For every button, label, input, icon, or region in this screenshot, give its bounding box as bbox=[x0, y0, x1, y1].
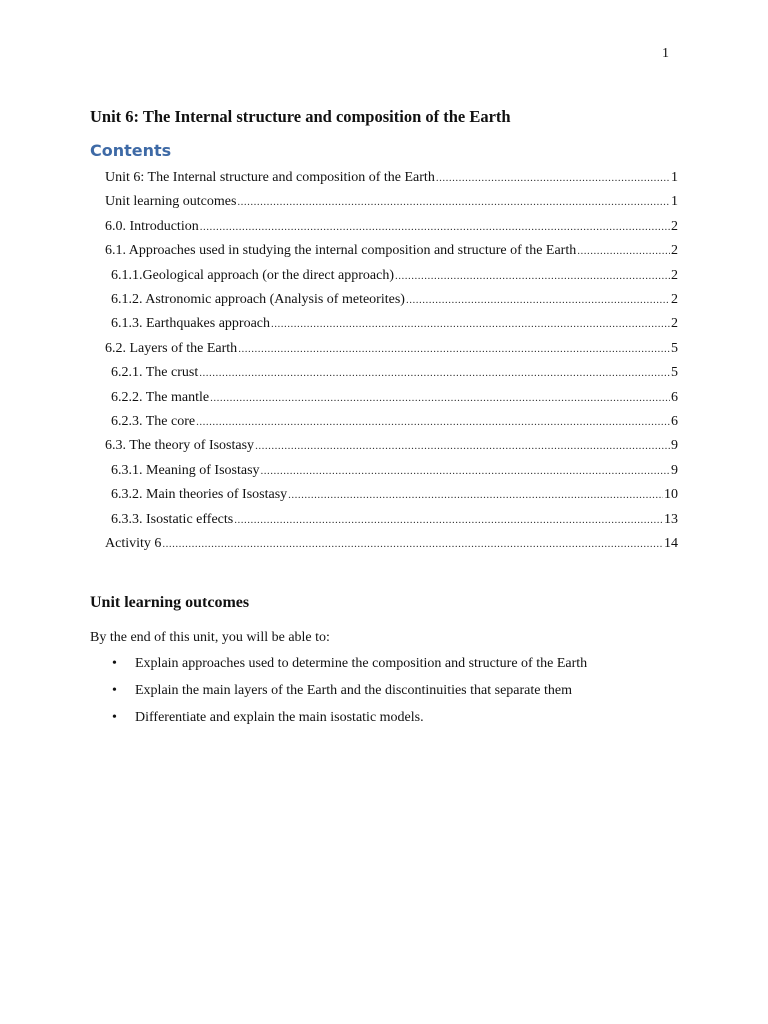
section-heading: Unit learning outcomes bbox=[90, 594, 250, 611]
toc-leader-dots bbox=[200, 217, 670, 237]
list-item-text: Explain the main layers of the Earth and the discontinuities that separate them bbox=[135, 683, 572, 698]
toc-entry-text: 6.2.3. The core bbox=[111, 414, 196, 429]
toc-leader-dots bbox=[162, 534, 663, 554]
toc-entry-page: 2 bbox=[671, 267, 678, 283]
toc-entry[interactable] bbox=[105, 192, 678, 212]
toc-entry-page: 6 bbox=[671, 389, 678, 405]
toc-leader-dots bbox=[237, 192, 670, 212]
toc-leader-dots bbox=[395, 266, 670, 286]
toc-entry-page: 5 bbox=[671, 365, 678, 381]
toc-entry[interactable] bbox=[105, 241, 678, 261]
toc-entry[interactable] bbox=[105, 339, 678, 359]
toc-leader-dots bbox=[271, 314, 670, 334]
toc-entry-page: 2 bbox=[671, 243, 678, 259]
toc-entry-text: 6.2.2. The mantle bbox=[111, 389, 210, 405]
toc-entry-page: 14 bbox=[664, 536, 678, 551]
toc-entry-text: 6.3.3. Isostatic effects bbox=[111, 511, 234, 527]
toc-entry-text: 6.3. The theory of Isostasy bbox=[105, 438, 255, 454]
toc-entry[interactable] bbox=[111, 314, 678, 334]
toc-leader-dots bbox=[199, 363, 670, 383]
toc-entry[interactable] bbox=[111, 510, 678, 530]
toc-entry-page: 13 bbox=[664, 511, 678, 527]
toc-entry[interactable] bbox=[105, 534, 678, 554]
toc-heading: Contents bbox=[90, 141, 172, 160]
toc-entry-text: 6.2.1. The crust bbox=[111, 365, 199, 381]
toc-leader-dots bbox=[577, 241, 670, 261]
toc-entry-page: 6 bbox=[671, 414, 678, 429]
toc-leader-dots bbox=[261, 461, 670, 481]
toc-entry[interactable] bbox=[111, 266, 678, 286]
document-title: Unit 6: The Internal structure and composition of the Earth bbox=[90, 107, 511, 126]
toc-leader-dots bbox=[196, 412, 670, 432]
toc-entry-page: 1 bbox=[671, 194, 678, 210]
toc-entry-text: 6.1.2. Astronomic approach (Analysis of meteorites) bbox=[111, 292, 405, 307]
toc-entry[interactable] bbox=[111, 461, 678, 481]
toc-entry-text: 6.3.1. Meaning of Isostasy bbox=[111, 462, 260, 478]
toc-entry[interactable] bbox=[105, 217, 678, 237]
toc-entry-text: Unit learning outcomes bbox=[105, 194, 237, 210]
bullet-icon: • bbox=[112, 710, 117, 725]
toc-leader-dots bbox=[210, 388, 670, 408]
toc-entry-text: 6.2. Layers of the Earth bbox=[105, 340, 238, 356]
section-intro: By the end of this unit, you will be able to: bbox=[90, 630, 330, 645]
toc-entry[interactable] bbox=[111, 412, 678, 432]
toc-entry-text: 6.1.1.Geological approach (or the direct approach) bbox=[111, 267, 394, 283]
toc-leader-dots bbox=[288, 485, 663, 505]
toc-entry-page: 2 bbox=[671, 292, 678, 307]
page-number: 1 bbox=[662, 46, 669, 61]
toc-entry-text: 6.1. Approaches used in studying the internal composition and structure of the Earth bbox=[105, 243, 577, 259]
toc-entry-page: 2 bbox=[671, 218, 678, 234]
toc-entry[interactable] bbox=[111, 290, 678, 310]
toc-entry-page: 9 bbox=[671, 462, 678, 478]
list-item-text: Explain approaches used to determine the composition and structure of the Earth bbox=[135, 656, 588, 671]
toc-entry-page: 5 bbox=[671, 340, 678, 356]
toc-entry-page: 10 bbox=[664, 487, 678, 503]
toc-leader-dots bbox=[406, 290, 670, 310]
toc-entry-page: 9 bbox=[671, 438, 678, 454]
toc-entry-text: 6.1.3. Earthquakes approach bbox=[111, 316, 270, 332]
toc-leader-dots bbox=[255, 436, 670, 456]
toc-entry[interactable] bbox=[105, 168, 678, 188]
toc-entry-text: Unit 6: The Internal structure and composition of the Earth bbox=[105, 170, 435, 185]
toc-entry[interactable] bbox=[111, 485, 678, 505]
list-item-text: Differentiate and explain the main isostatic models. bbox=[135, 710, 424, 725]
toc-leader-dots bbox=[238, 339, 670, 359]
bullet-icon: • bbox=[112, 656, 117, 671]
toc-entry[interactable] bbox=[105, 436, 678, 456]
toc-leader-dots bbox=[436, 168, 670, 188]
toc-entry-text: 6.0. Introduction bbox=[105, 218, 199, 234]
bullet-icon: • bbox=[112, 683, 117, 698]
toc-entry-page: 1 bbox=[671, 170, 678, 185]
toc-entry[interactable] bbox=[111, 363, 678, 383]
toc-entry-page: 2 bbox=[671, 316, 678, 332]
toc-leader-dots bbox=[234, 510, 663, 530]
toc-entry-text: Activity 6 bbox=[105, 536, 162, 551]
toc-entry[interactable] bbox=[111, 388, 678, 408]
toc-entry-text: 6.3.2. Main theories of Isostasy bbox=[111, 487, 288, 503]
